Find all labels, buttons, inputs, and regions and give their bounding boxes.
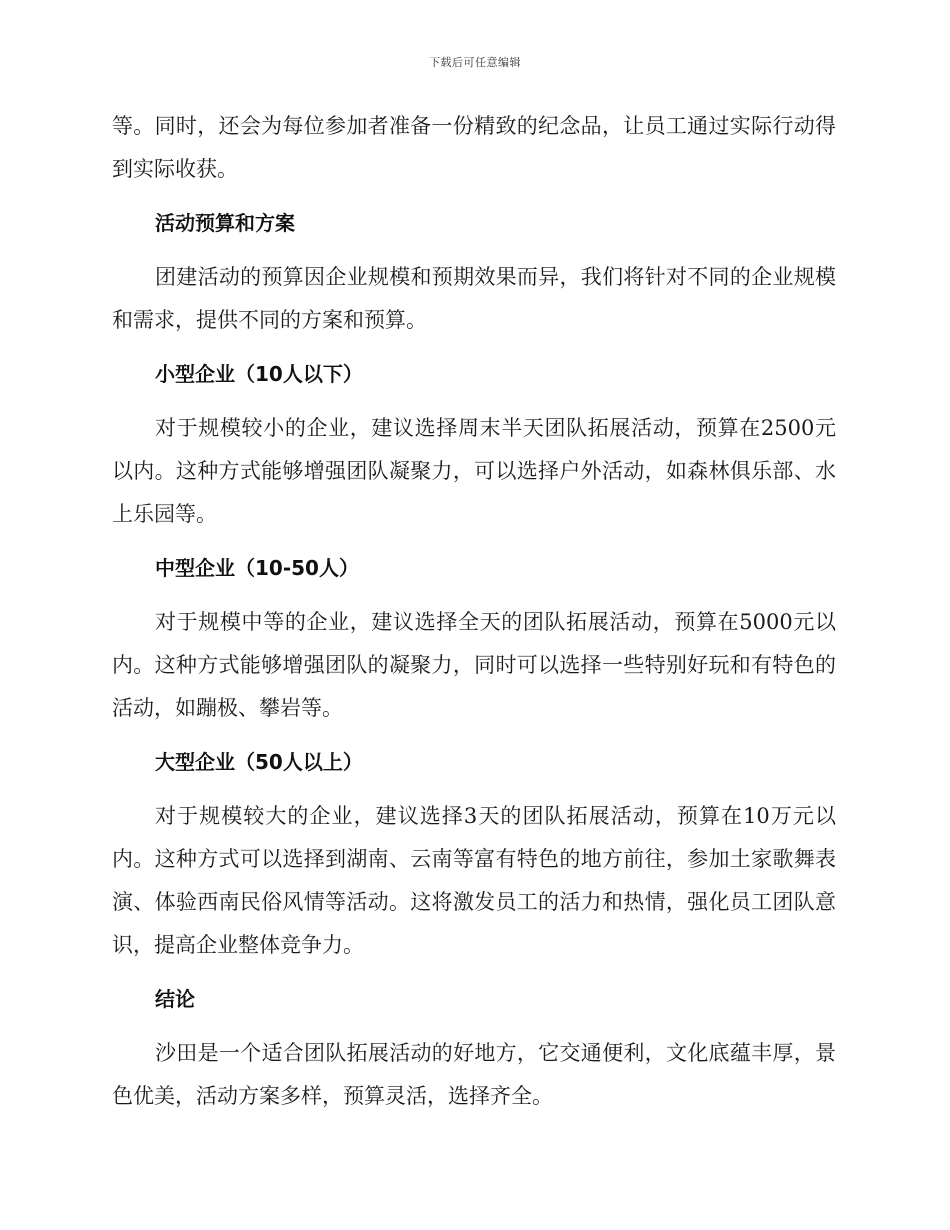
- paragraph-intro-continuation: 等。同时，还会为每位参加者准备一份精致的纪念品，让员工通过实际行动得到实际收获。: [112, 114, 836, 181]
- document-body: [112, 105, 836, 1118]
- heading-budget-and-plan: 活动预算和方案: [155, 211, 295, 235]
- heading-medium-enterprise: 中型企业（10-50人）: [155, 556, 359, 580]
- page-header: 下载后可任意编辑: [429, 56, 521, 69]
- paragraph-budget-overview: 团建活动的预算因企业规模和预期效果而异，我们将针对不同的企业规模和需求，提供不同的方案和预算。: [112, 265, 836, 332]
- paragraph-large-enterprise: 对于规模较大的企业，建议选择3天的团队拓展活动，预算在10万元以内。这种方式可以选择到湖南、云南等富有特色的地方前往，参加土家歌舞表演、体验西南民俗风情等活动。这将激发员工的活力和热情，强化员工团队意识，提高企业整体竞争力。: [112, 804, 836, 957]
- paragraph-conclusion: 沙田是一个适合团队拓展活动的好地方，它交通便利，文化底蕴丰厚，景色优美，活动方案多样，预算灵活，选择齐全。: [112, 1041, 836, 1108]
- paragraph-medium-enterprise: 对于规模中等的企业，建议选择全天的团队拓展活动，预算在5000元以内。这种方式能够增强团队的凝聚力，同时可以选择一些特别好玩和有特色的活动，如蹦极、攀岩等。: [112, 610, 836, 720]
- heading-large-enterprise: 大型企业（50人以上）: [155, 750, 363, 774]
- paragraph-small-enterprise: 对于规模较小的企业，建议选择周末半天团队拓展活动，预算在2500元以内。这种方式能够增强团队凝聚力，可以选择户外活动，如森林俱乐部、水上乐园等。: [112, 416, 836, 526]
- heading-small-enterprise: 小型企业（10人以下）: [155, 362, 363, 386]
- heading-conclusion: 结论: [155, 987, 195, 1011]
